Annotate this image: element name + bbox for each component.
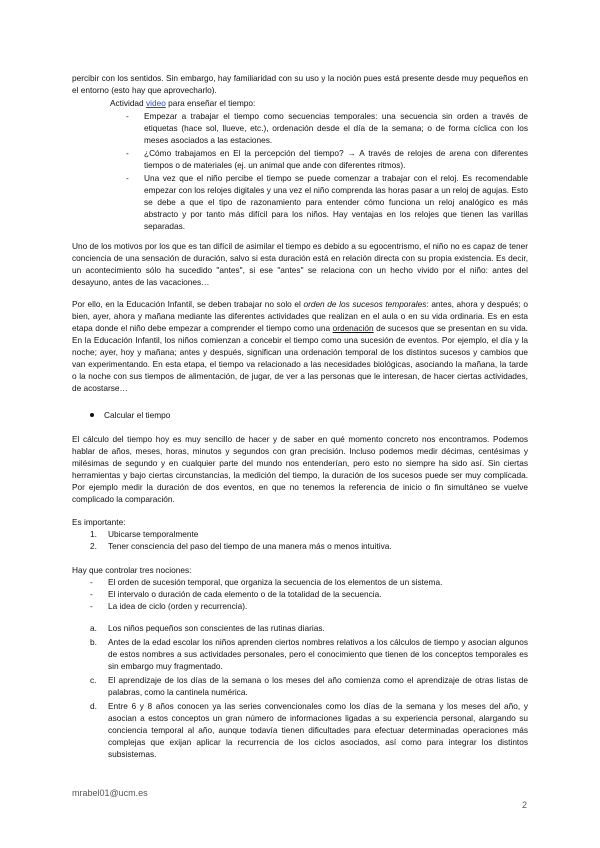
important-list [90,528,528,552]
list-item: c. El aprendizaje de los días de la semana o los meses del año comienza como el aprendizaje de otras listas de palabras, como la cantinela numérica. [90,675,528,697]
list-item: - ¿Cómo trabajamos en El la percepción del tiempo? → A través de relojes de arena con diferentes tiempos o de materiales (ej. un animal que ande con diferentes ritmos). [126,147,528,171]
activity-prefix: Actividad [110,98,144,108]
footer-email: mrabel01@ucm.es [72,788,148,798]
important-title: Es importante: [72,517,126,527]
list-item: - Una vez que el niño percibe el tiempo se puede comenzar a trabajar con el reloj. Es recomendable empezar con los relojes digitales y una vez el niño comprenda las horas pasar a un reloj de agujas. Esto se debe a que el tipo de razonamiento para entender cómo funciona un reloj analógico es más abstracto y por tanto más difícil para los niños. Hay ventajas en los relojes que tienen las varillas separadas. [126,172,528,232]
activity-list [126,110,528,233]
infantil-text-1: Por ello, en la Educación Infantil, se deben trabajar no solo el [72,299,304,309]
list-item: a. Los niños pequeños son conscientes de las rutinas diarias. [90,623,325,633]
intro-paragraph [72,72,528,96]
egocentrism-text: Uno de los motivos por los que es tan difícil de asimilar el tiempo es debido a su egocentrismo, el niño no es capaz de tener conciencia de una sensación de duración, salvo si esta duración está en relación directa con su propia existencia. Es decir, un acontecimiento sólo ha sucedido "antes", si ese "antes" se relaciona con un hecho vivido por el niño: antes del desayuno, antes de las vacaciones… [72,241,528,287]
notions-title: Hay que controlar tres nociones: [72,565,192,575]
page-number: 2 [522,800,528,810]
infantil-text-3: de sucesos que se presentan en su vida. En la Educación Infantil, los niños comienzan a concebir el tiempo como una sucesión de eventos. Por ejemplo, el día y la noche; ayer, hoy y mañana; antes y después, significan una ordenación temporal de los distintos sucesos y cambios que van experimentando. En esta etapa, el tiempo va relacionado a las necesidades biológicas, asociando la mañana, la tarde o la noche con sus tiempos de alimentación, de jugar, de ver a las personas que le interesan, de hacer ciertas actividades, de acostarse… [72,323,528,393]
alpha-list [90,622,528,760]
list-item: b. Antes de la edad escolar los niños aprenden ciertos nombres relativos a los cálculos de tiempo y asocian algunos de estos nombres a sus actividades personales, pero el conocimiento que tienen de los conceptos temporales es sin embargo muy fragmentado. [90,637,528,671]
bullet-icon [90,413,94,417]
list-item: - El intervalo o duración de cada elemento o de la totalidad de la secuencia. [90,588,528,600]
egocentrism-paragraph [72,240,528,288]
list-item: - La idea de ciclo (orden y recurrencia). [90,600,528,612]
list-item: d. Entre 6 y 8 años conocen ya las series convencionales como los días de la semana y los meses del año, y asocian a estos conceptos un gran número de informaciones ligadas a su experiencia personal, alargando su conciencia temporal al año, aunque todavía tienen dificultades para efectuar determinadas operaciones más complejas que exijan aplicar la recurrencia de los ciclos asociados, así como para integrar los distintos subsistemas. [90,701,528,759]
infantil-italic: orden de los sucesos temporales [303,299,427,309]
infantil-paragraph [72,298,528,394]
list-item: - Empezar a trabajar el tiempo como secuencias temporales: una secuencia sin orden a través de etiquetas (hace sol, llueve, etc.), ordenación desde el día de la semana; o de forma cíclica con los meses asociados a las estaciones. [126,110,528,146]
list-item: 2. Tener consciencia del paso del tiempo de una manera más o menos intuitiva. [90,541,392,551]
notions-list [90,576,528,612]
infantil-text-2: : antes, ahora y después; o bien, ayer, ahora y mañana mediante las diferentes actividades que realizan en el aula o en su vida ordinaria. Es en esta etapa donde el niño debe empezar a comprender el tiempo como una [72,299,528,333]
calculo-paragraph [72,433,528,505]
list-item: 1. Ubicarse temporalmente [90,529,199,539]
activity-suffix: para enseñar el tiempo: [168,98,256,108]
video-link[interactable]: video [145,98,166,108]
infantil-underlined: ordenación [332,323,374,333]
section-heading [90,409,170,421]
calculo-text: El cálculo del tiempo hoy es muy sencillo de hacer y de saber en qué momento concreto nos encontramos. Podemos hablar de años, meses, horas, minutos y segundos con gran precisión. Incluso podemos medir décimas, centésimas y milésimas de segundo y en cualquier parte del mundo nos entenderían, pero esto no siempre ha sido así. Sin ciertas herramientas y bajo ciertas circunstancias, la medición del tiempo, la duración de los sucesos puede ser muy complicada. Por ejemplo medir la duración de dos eventos, en que no tenemos la referencia de inicio o fin simultáneo se vuelve complicado la comparación. [72,434,528,504]
list-item: - El orden de sucesión temporal, que organiza la secuencia de los elementos de un sistema. [90,576,528,588]
section-heading-text: Calcular el tiempo [104,410,171,420]
intro-text: percibir con los sentidos. Sin embargo, hay familiaridad con su uso y la noción pues está presente desde muy pequeños en el entorno (esto hay que aprovecharlo). [72,73,528,95]
activity-line [110,97,255,109]
